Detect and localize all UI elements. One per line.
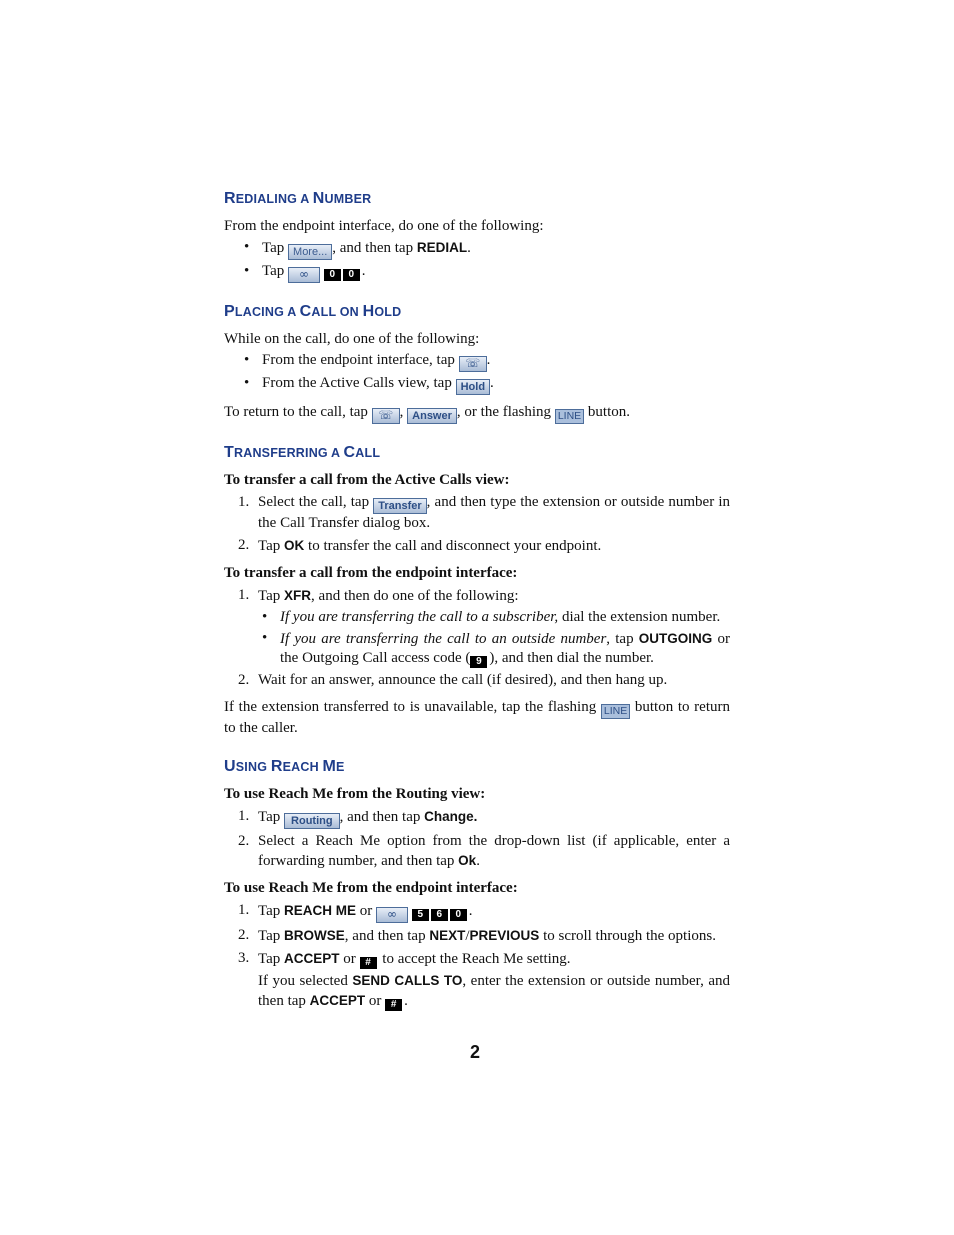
key-0[interactable]: 0 bbox=[450, 909, 467, 921]
list-item: 1. Tap Routing , and then tap Change. bbox=[238, 808, 478, 827]
transfer-button[interactable]: Transfer bbox=[373, 498, 426, 514]
heading-transfer: TRANSFERRING A CALL bbox=[224, 444, 381, 461]
procedure-title: To use Reach Me from the Routing view: bbox=[224, 786, 486, 802]
transfer-steps-active bbox=[224, 493, 730, 556]
transfer-steps-endpoint bbox=[224, 586, 730, 690]
list-item: 2. Select a Reach Me option from the drop-down list (if applicable, enter a forwarding number, and then tap Ok. bbox=[238, 833, 730, 869]
key-0[interactable]: 0 bbox=[343, 269, 360, 281]
reach-steps-routing bbox=[224, 807, 730, 871]
key-hash[interactable]: # bbox=[360, 957, 377, 969]
list-item: 2. Tap BROWSE, and then tap NEXT/PREVIOUS to scroll through the options. bbox=[238, 927, 716, 944]
heading-reach-me: USING REACH ME bbox=[224, 758, 345, 775]
list-item: • Tap More... , and then tap REDIAL. bbox=[262, 238, 730, 260]
list-item: 2. Wait for an answer, announce the call (if desired), and then hang up. bbox=[238, 672, 668, 688]
hold-list bbox=[224, 351, 730, 395]
key-9[interactable]: 9 bbox=[470, 656, 487, 668]
reach-steps-endpoint bbox=[224, 901, 730, 1011]
reach-followup: If you selected SEND CALLS TO, enter the extension or outside number, and then tap ACCEPT or # . bbox=[258, 973, 730, 1010]
transfer-note: If the extension transferred to is unavailable, tap the flashing LINE button to return to the caller. bbox=[224, 699, 730, 736]
hold-return: To return to the call, tap ☏ , Answer , or the flashing LINE button. bbox=[224, 404, 630, 422]
infinity-icon[interactable]: ∞ bbox=[288, 267, 320, 283]
key-0[interactable]: 0 bbox=[324, 269, 341, 281]
routing-button[interactable]: Routing bbox=[284, 813, 340, 829]
heading-hold: PLACING A CALL ON HOLD bbox=[224, 303, 402, 320]
infinity-icon[interactable]: ∞ bbox=[376, 907, 408, 923]
line-button[interactable]: LINE bbox=[601, 704, 630, 719]
list-item: 3. Tap ACCEPT or # to accept the Reach Me setting. If you selected SEND CALLS TO, enter the extension or outside number, and then tap ACCEPT or # . bbox=[238, 950, 730, 1010]
list-item: 1. Tap XFR, and then do one of the following: • If you are transferring the call to a subscriber, dial the extension number. • If you are transferring the call to an outside number, tap OUTGOING or the Outgoing Call access code ( 9 ), and then dial the number. bbox=[258, 586, 730, 668]
redial-intro: From the endpoint interface, do one of the following: bbox=[224, 218, 544, 234]
key-5[interactable]: 5 bbox=[412, 909, 429, 921]
more-button[interactable]: More... bbox=[288, 244, 332, 260]
list-item: • If you are transferring the call to an outside number, tap OUTGOING or the Outgoing Call access code ( 9 ), and then dial the number. bbox=[280, 629, 730, 668]
redial-list bbox=[224, 238, 730, 283]
procedure-title: To use Reach Me from the endpoint interface: bbox=[224, 880, 518, 896]
handset-icon[interactable]: ☏ bbox=[372, 408, 400, 424]
document-body bbox=[224, 190, 730, 1014]
list-item: • Tap ∞ 0 0 . bbox=[262, 262, 730, 283]
key-hash[interactable]: # bbox=[385, 999, 402, 1011]
page-number: 2 bbox=[470, 1042, 481, 1062]
heading-redialing: REDIALING A NUMBER bbox=[224, 190, 372, 207]
list-item: 1. Select the call, tap Transfer , and then type the extension or outside number in the Call Transfer dialog box. bbox=[238, 494, 731, 531]
hold-button[interactable]: Hold bbox=[456, 379, 490, 395]
list-item: • From the Active Calls view, tap Hold . bbox=[262, 374, 730, 395]
list-item: • From the endpoint interface, tap ☏ . bbox=[262, 351, 730, 372]
key-6[interactable]: 6 bbox=[431, 909, 448, 921]
list-item: 1. Tap REACH ME or ∞ 5 6 0 . bbox=[238, 902, 473, 921]
list-item: • If you are transferring the call to a subscriber, dial the extension number. bbox=[280, 608, 730, 627]
handset-icon[interactable]: ☏ bbox=[459, 356, 487, 372]
line-button[interactable]: LINE bbox=[555, 409, 584, 424]
hold-intro: While on the call, do one of the following: bbox=[224, 331, 480, 347]
procedure-title: To transfer a call from the Active Calls view: bbox=[224, 472, 510, 488]
procedure-title: To transfer a call from the endpoint interface: bbox=[224, 565, 518, 581]
answer-button[interactable]: Answer bbox=[407, 408, 457, 424]
list-item: 2. Tap OK to transfer the call and disconnect your endpoint. bbox=[238, 537, 602, 554]
